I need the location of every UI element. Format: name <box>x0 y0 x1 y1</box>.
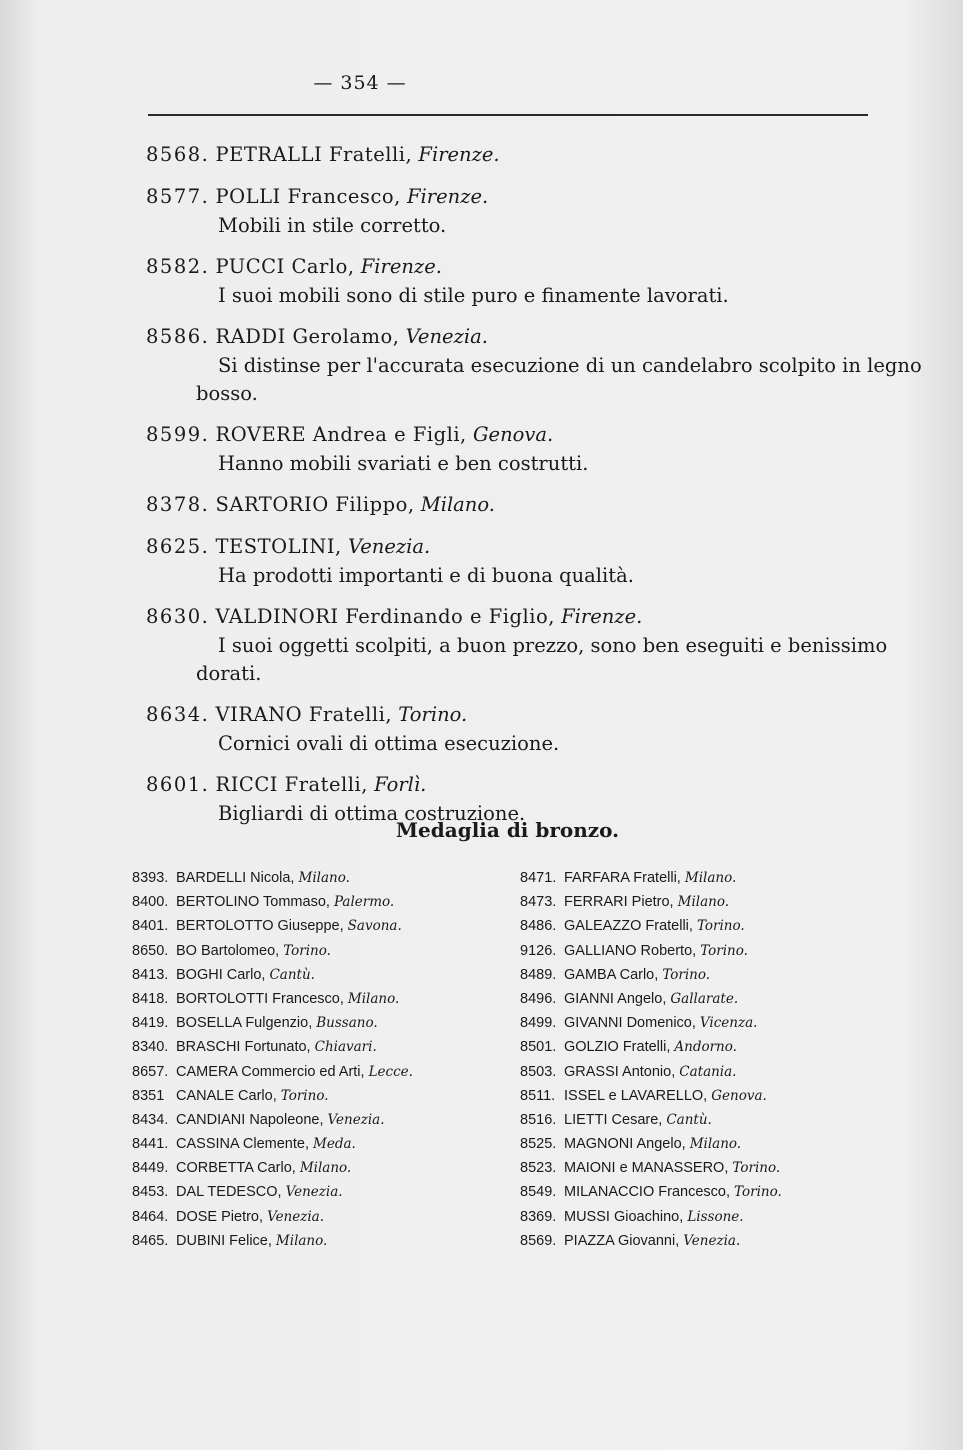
bronze-entry-place: Savona. <box>347 918 402 935</box>
bronze-entry-place: Genova. <box>711 1087 767 1104</box>
bronze-entry-number: 9126. <box>520 942 557 959</box>
bronze-entry-number: 8486. <box>520 918 557 935</box>
entry-place: Firenze. <box>418 143 500 166</box>
bronze-entry <box>520 1229 850 1253</box>
entry-name: PUCCI Carlo, <box>215 255 355 278</box>
entry <box>146 700 876 758</box>
bronze-entry-place: Venezia. <box>267 1208 325 1225</box>
bronze-entry-number: 8499. <box>520 1015 557 1032</box>
entry-name: ROVERE Andrea e Figli, <box>215 423 467 446</box>
entry-heading <box>146 322 876 352</box>
bronze-entry-name: BO Bartolomeo, <box>176 942 280 959</box>
bronze-entry-place: Milano. <box>677 894 730 911</box>
entry-description: dorati. <box>196 662 262 685</box>
bronze-entry-name: CANALE Carlo, <box>176 1087 277 1104</box>
bronze-entry-number: 8441. <box>132 1136 169 1153</box>
entry-place: Firenze. <box>407 185 489 208</box>
bronze-entry-number: 8401. <box>132 918 169 935</box>
entry-heading <box>146 770 876 800</box>
bronze-entry-place: Cantù. <box>269 966 315 983</box>
bronze-entry-number: 8351 <box>132 1087 165 1104</box>
bronze-entry-place: Torino. <box>283 942 331 959</box>
entry-heading <box>146 602 876 632</box>
entry-name: RADDI Gerolamo, <box>215 325 400 348</box>
entry-place: Firenze. <box>561 605 643 628</box>
bronze-entry-name: DAL TEDESCO, <box>176 1184 282 1201</box>
bronze-entry <box>520 987 850 1011</box>
bronze-entry <box>520 1035 850 1059</box>
bronze-entry-name: GAMBA Carlo, <box>564 966 659 983</box>
bronze-entry <box>520 1084 850 1108</box>
award-entries <box>146 140 922 840</box>
bronze-entry-name: GIANNI Angelo, <box>564 990 667 1007</box>
bronze-entry-number: 8369. <box>520 1208 557 1225</box>
entry <box>146 420 876 478</box>
bronze-entry-number: 8434. <box>132 1111 169 1128</box>
bronze-entry-number: 8418. <box>132 990 169 1007</box>
bronze-entry-place: Milano. <box>275 1232 328 1249</box>
bronze-entry <box>132 1108 462 1132</box>
bronze-entry <box>132 1084 462 1108</box>
bronze-entry-place: Meda. <box>313 1136 356 1153</box>
bronze-entry-name: PIAZZA Giovanni, <box>564 1232 680 1249</box>
page-number: — 354 — <box>313 72 407 94</box>
entry-number: 8599. <box>146 423 210 446</box>
section-title: Medaglia di bronzo. <box>395 818 620 842</box>
bronze-entry-place: Milano. <box>684 870 737 886</box>
bronze-entry <box>520 866 850 890</box>
entry-description: Mobili in stile corretto. <box>218 214 447 237</box>
bronze-entry-name: GIVANNI Domenico, <box>564 1015 696 1032</box>
entry-description: Ha prodotti importanti e di buona qualità. <box>218 564 634 587</box>
bronze-entry <box>132 1156 462 1180</box>
entry-place: Venezia. <box>405 325 488 348</box>
bronze-entry <box>132 1035 462 1059</box>
bronze-entry-number: 8650. <box>132 942 169 959</box>
bronze-entry-number: 8400. <box>132 894 169 911</box>
bronze-entry-name: MAIONI e MANASSERO, <box>564 1160 729 1177</box>
bronze-entry <box>520 914 850 938</box>
bronze-entry-name: BRASCHI Fortunato, <box>176 1039 311 1056</box>
bronze-entry-name: MILANACCIO Francesco, <box>564 1184 730 1201</box>
bronze-entry <box>520 963 850 987</box>
bronze-entry-number: 8516. <box>520 1111 557 1128</box>
bronze-entry-number: 8489. <box>520 966 557 983</box>
bronze-entry-number: 8393. <box>132 870 169 886</box>
bronze-entry-name: GALLIANO Roberto, <box>564 942 697 959</box>
entry <box>146 532 876 590</box>
entry-place: Firenze. <box>360 255 442 278</box>
entry-description: Bigliardi di ottima costruzione. <box>218 802 526 825</box>
bronze-list-right <box>520 866 850 1253</box>
bronze-entry <box>520 890 850 914</box>
bronze-entry-number: 8657. <box>132 1063 169 1080</box>
bronze-entry-number: 8449. <box>132 1160 169 1177</box>
entry-name: VIRANO Fratelli, <box>215 703 393 726</box>
bronze-entry <box>520 1060 850 1084</box>
bronze-entry-place: Catania. <box>679 1063 737 1080</box>
entry-place: Venezia. <box>347 535 431 558</box>
bronze-entry-number: 8525. <box>520 1136 557 1153</box>
bronze-entry-number: 8496. <box>520 990 557 1007</box>
bronze-entry <box>132 890 462 914</box>
bronze-entry <box>520 1011 850 1035</box>
entry-name: RICCI Fratelli, <box>215 773 368 796</box>
entry-heading <box>146 532 876 562</box>
entry-heading <box>146 140 876 170</box>
bronze-entry-place: Torino. <box>700 942 748 959</box>
entry-name: POLLI Francesco, <box>215 185 401 208</box>
entry-heading <box>146 490 876 520</box>
bronze-entry-place: Torino. <box>732 1160 781 1177</box>
bronze-entry-name: BOGHI Carlo, <box>176 966 266 983</box>
entry-number: 8582. <box>146 255 210 278</box>
bronze-entry-name: CORBETTA Carlo, <box>176 1160 296 1177</box>
bronze-entry <box>132 1132 462 1156</box>
bronze-entry-name: BERTOLINO Tommaso, <box>176 894 330 911</box>
bronze-entry <box>132 1205 462 1229</box>
bronze-entry <box>132 914 462 938</box>
bronze-entry-place: Milano. <box>347 990 400 1007</box>
bronze-entry-name: MUSSI Gioachino, <box>564 1208 684 1225</box>
entry-heading <box>146 252 876 282</box>
bronze-entry-name: DOSE Pietro, <box>176 1208 264 1225</box>
bronze-entry-name: CAMERA Commercio ed Arti, <box>176 1063 365 1080</box>
bronze-entry-place: Venezia. <box>327 1111 385 1128</box>
entry-name: TESTOLINI, <box>215 535 342 558</box>
bronze-entry-name: BARDELLI Nicola, <box>176 870 295 886</box>
bronze-entry <box>520 1205 850 1229</box>
bronze-entry-place: Bussano. <box>316 1015 378 1032</box>
bronze-entry-number: 8453. <box>132 1184 169 1201</box>
bronze-entry <box>132 1229 462 1253</box>
entry <box>146 602 888 688</box>
bronze-entry-place: Torino. <box>696 918 745 935</box>
bronze-entry-number: 8503. <box>520 1063 557 1080</box>
bronze-entry-place: Venezia. <box>285 1184 343 1201</box>
bronze-entry-name: FARFARA Fratelli, <box>564 870 681 886</box>
entry-description: Hanno mobili svariati e ben costrutti. <box>218 452 589 475</box>
entry-number: 8625. <box>146 535 210 558</box>
bronze-entry-number: 8523. <box>520 1160 557 1177</box>
bronze-entry-name: GALEAZZO Fratelli, <box>564 918 693 935</box>
entry <box>146 490 876 520</box>
bronze-list-left <box>132 866 462 1253</box>
entry <box>146 182 876 240</box>
entry-description: Cornici ovali di ottima esecuzione. <box>218 732 560 755</box>
bronze-entry <box>132 1060 462 1084</box>
bronze-entry-name: LIETTI Cesare, <box>564 1111 663 1128</box>
bronze-entry <box>132 866 462 890</box>
entry-number: 8577. <box>146 185 210 208</box>
entry <box>146 140 876 170</box>
entry-number: 8630. <box>146 605 210 628</box>
bronze-entry-name: ISSEL e LAVARELLO, <box>564 1087 708 1104</box>
bronze-entry-number: 8549. <box>520 1184 557 1201</box>
entry-description: Si distinse per l'accurata esecuzione di un candelabro scolpito in legno <box>218 354 922 377</box>
bronze-entry-place: Milano. <box>689 1136 742 1153</box>
bronze-entry-name: DUBINI Felice, <box>176 1232 272 1249</box>
entry-description: I suoi oggetti scolpiti, a buon prezzo, sono ben eseguiti e benissimo <box>218 634 888 657</box>
bronze-entry-number: 8419. <box>132 1015 169 1032</box>
entry-number: 8378. <box>146 493 210 516</box>
bronze-entry-number: 8569. <box>520 1232 557 1249</box>
bronze-entry <box>132 939 462 963</box>
entry-heading <box>146 700 876 730</box>
header-rule <box>148 114 868 116</box>
bronze-entry <box>520 1132 850 1156</box>
bronze-entry <box>520 1180 850 1204</box>
bronze-entry-name: BERTOLOTTO Giuseppe, <box>176 918 344 935</box>
bronze-entry-number: 8471. <box>520 870 557 886</box>
bronze-entry <box>132 1011 462 1035</box>
entry-description: I suoi mobili sono di stile puro e finamente lavorati. <box>218 284 729 307</box>
bronze-entry-place: Torino. <box>734 1184 782 1201</box>
entry-place: Milano. <box>420 493 495 516</box>
entry <box>146 322 922 408</box>
bronze-entry <box>132 963 462 987</box>
entry-number: 8586. <box>146 325 210 348</box>
entry-name: VALDINORI Ferdinando e Figlio, <box>215 605 555 628</box>
bronze-entry-place: Vicenza. <box>699 1015 758 1032</box>
entry-number: 8568. <box>146 143 210 166</box>
bronze-entry-name: GRASSI Antonio, <box>564 1063 676 1080</box>
bronze-entry-name: CASSINA Clemente, <box>176 1136 309 1153</box>
entry-place: Genova. <box>472 423 554 446</box>
entry-heading <box>146 420 876 450</box>
bronze-entry-name: BOSELLA Fulgenzio, <box>176 1015 313 1032</box>
entry-number: 8634. <box>146 703 210 726</box>
bronze-entry-name: MAGNONI Angelo, <box>564 1136 686 1153</box>
entry-heading <box>146 182 876 212</box>
entry-number: 8601. <box>146 773 210 796</box>
bronze-entry-place: Lissone. <box>687 1208 744 1225</box>
bronze-entry-place: Gallarate. <box>670 990 739 1007</box>
bronze-entry-name: BORTOLOTTI Francesco, <box>176 990 344 1007</box>
bronze-entry <box>520 1156 850 1180</box>
bronze-entry-number: 8473. <box>520 894 557 911</box>
entry-place: Forlì. <box>374 773 427 796</box>
bronze-entry-place: Milano. <box>299 1160 352 1177</box>
bronze-entry-place: Lecce. <box>368 1063 413 1080</box>
bronze-entry-place: Torino. <box>280 1087 329 1104</box>
bronze-entry-place: Palermo. <box>333 894 395 911</box>
bronze-entry-place: Venezia. <box>683 1232 741 1249</box>
entry-place: Torino. <box>398 703 468 726</box>
bronze-entry-number: 8511. <box>520 1087 556 1104</box>
bronze-entry <box>520 939 850 963</box>
entry <box>146 252 876 310</box>
bronze-entry <box>132 1180 462 1204</box>
bronze-entry-place: Chiavari. <box>314 1039 377 1056</box>
bronze-entry <box>520 1108 850 1132</box>
bronze-entry-place: Torino. <box>662 966 711 983</box>
bronze-entry-number: 8465. <box>132 1232 169 1249</box>
bronze-entry-name: GOLZIO Fratelli, <box>564 1039 671 1056</box>
bronze-entry-place: Milano. <box>298 870 350 886</box>
bronze-entry-name: CANDIANI Napoleone, <box>176 1111 324 1128</box>
bronze-entry-number: 8340. <box>132 1039 169 1056</box>
entry-name: PETRALLI Fratelli, <box>215 143 413 166</box>
entry-name: SARTORIO Filippo, <box>215 493 415 516</box>
bronze-entry-number: 8413. <box>132 966 169 983</box>
bronze-entry-place: Cantù. <box>666 1111 712 1128</box>
bronze-entry-number: 8464. <box>132 1208 169 1225</box>
bronze-entry-place: Andorno. <box>674 1039 737 1056</box>
entry-description: bosso. <box>196 382 258 405</box>
bronze-entry-name: FERRARI Pietro, <box>564 894 674 911</box>
bronze-entry <box>132 987 462 1011</box>
bronze-entry-number: 8501. <box>520 1039 557 1056</box>
